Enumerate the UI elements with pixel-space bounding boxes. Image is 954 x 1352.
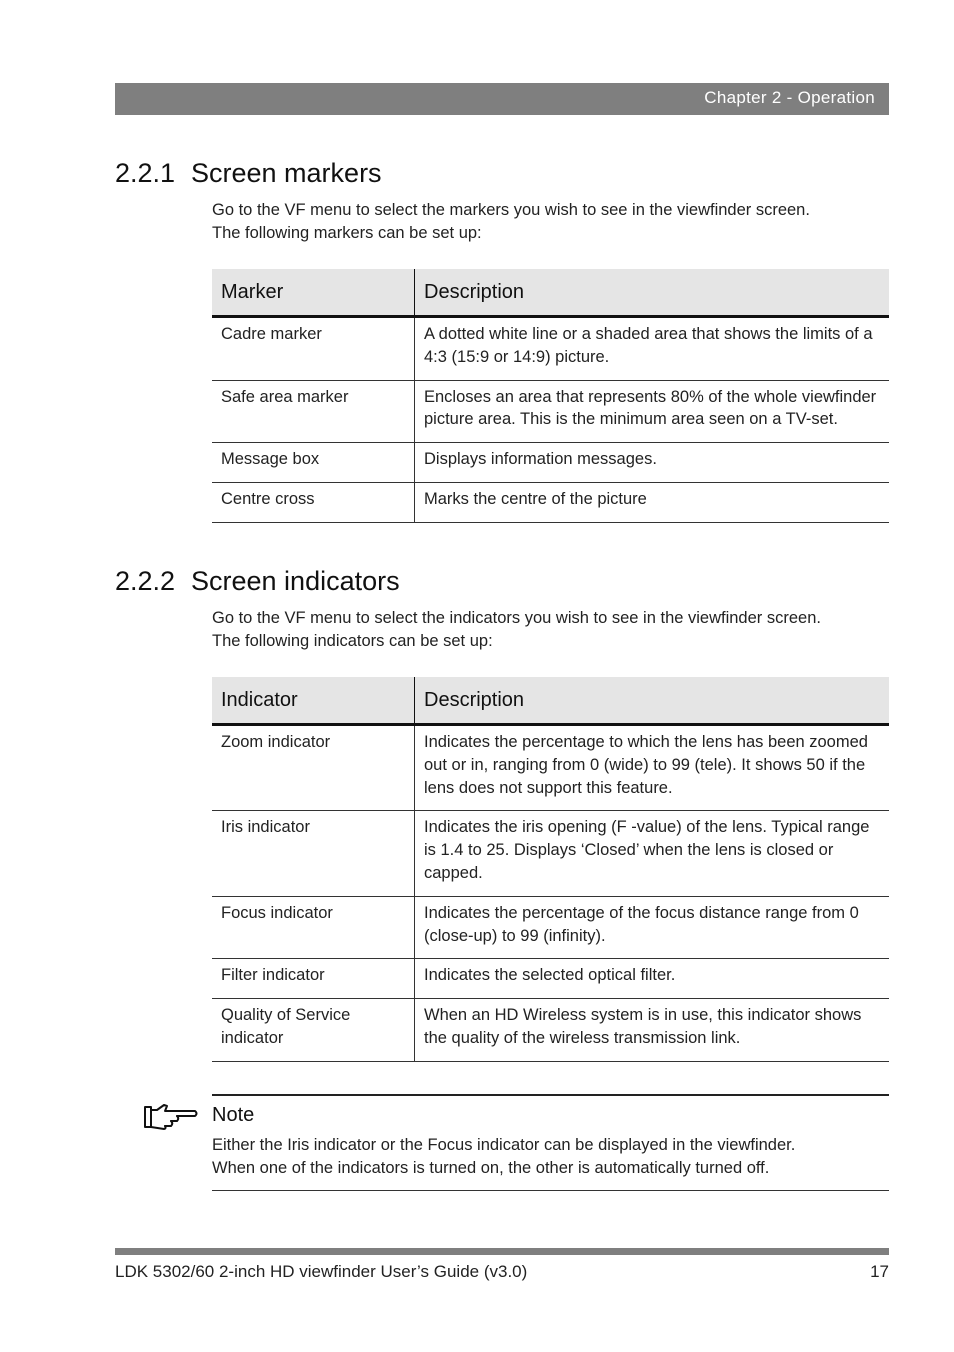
table-cell-description: Encloses an area that represents 80% of the whole viewfinder picture area. This is the minimum area seen on a TV-set. bbox=[415, 380, 890, 443]
section-heading-screen-markers bbox=[115, 158, 382, 189]
table-row bbox=[212, 959, 889, 999]
note-line: When one of the indicators is turned on, the other is automatically turned off. bbox=[212, 1159, 770, 1177]
column-header: Marker bbox=[212, 269, 415, 317]
column-header: Description bbox=[415, 269, 890, 317]
note-bottom-rule bbox=[212, 1190, 889, 1191]
table-cell-description: Indicates the selected optical filter. bbox=[415, 959, 890, 999]
table-row bbox=[212, 811, 889, 896]
table-row bbox=[212, 896, 889, 959]
table-cell-description: Indicates the iris opening (F -value) of the lens. Typical range is 1.4 to 25. Displays ‘Closed’ when the lens is closed or capped. bbox=[415, 811, 890, 896]
table-cell-description: Indicates the percentage of the focus distance range from 0 (close-up) to 99 (infinity). bbox=[415, 896, 890, 959]
table-row bbox=[212, 443, 889, 483]
section-title: Screen indicators bbox=[191, 566, 400, 596]
note-top-rule bbox=[212, 1094, 889, 1096]
section-number: 2.2.1 bbox=[115, 158, 176, 188]
table-row bbox=[212, 317, 889, 381]
footer-bar bbox=[115, 1248, 889, 1255]
markers-table bbox=[212, 269, 889, 523]
section-title: Screen markers bbox=[191, 158, 382, 188]
section-number: 2.2.2 bbox=[115, 566, 176, 596]
page-number: 17 bbox=[870, 1262, 889, 1281]
footer-document-title: LDK 5302/60 2-inch HD viewfinder User’s Guide (v3.0) bbox=[115, 1262, 528, 1281]
intro-line: The following markers can be set up: bbox=[212, 224, 482, 242]
table-cell-name: Quality of Service indicator bbox=[212, 999, 415, 1062]
table-cell-description: Indicates the percentage to which the lens has been zoomed out or in, ranging from 0 (wide) to 99 (tele). It shows 50 if the lens does not support this feature. bbox=[415, 725, 890, 811]
table-cell-name: Zoom indicator bbox=[212, 725, 415, 811]
intro-line: The following indicators can be set up: bbox=[212, 632, 493, 650]
table-cell-name: Message box bbox=[212, 443, 415, 483]
section-heading-screen-indicators bbox=[115, 566, 400, 597]
table-cell-name: Filter indicator bbox=[212, 959, 415, 999]
table-cell-description: A dotted white line or a shaded area that shows the limits of a 4:3 (15:9 or 14:9) picture. bbox=[415, 317, 890, 381]
table-header-row bbox=[212, 269, 889, 317]
table-row bbox=[212, 999, 889, 1062]
column-header: Description bbox=[415, 677, 890, 725]
indicators-table bbox=[212, 677, 889, 1062]
chapter-header-bar bbox=[115, 83, 889, 115]
table-row bbox=[212, 725, 889, 811]
table-cell-description: When an HD Wireless system is in use, this indicator shows the quality of the wireless transmission link. bbox=[415, 999, 890, 1062]
pointing-hand-icon bbox=[143, 1102, 199, 1130]
table-cell-name: Iris indicator bbox=[212, 811, 415, 896]
note-body bbox=[212, 1134, 902, 1180]
table-cell-description: Displays information messages. bbox=[415, 443, 890, 483]
intro-line: Go to the VF menu to select the markers you wish to see in the viewfinder screen. bbox=[212, 201, 810, 219]
table-row bbox=[212, 380, 889, 443]
note-line: Either the Iris indicator or the Focus indicator can be displayed in the viewfinder. bbox=[212, 1136, 796, 1154]
section-intro bbox=[212, 199, 902, 245]
chapter-title: Chapter 2 - Operation bbox=[704, 88, 875, 107]
table-cell-name: Focus indicator bbox=[212, 896, 415, 959]
table-cell-name: Centre cross bbox=[212, 482, 415, 522]
table-row bbox=[212, 482, 889, 522]
table-cell-description: Marks the centre of the picture bbox=[415, 482, 890, 522]
section-intro bbox=[212, 607, 902, 653]
table-cell-name: Cadre marker bbox=[212, 317, 415, 381]
intro-line: Go to the VF menu to select the indicators you wish to see in the viewfinder screen. bbox=[212, 609, 821, 627]
table-cell-name: Safe area marker bbox=[212, 380, 415, 443]
note-title: Note bbox=[212, 1104, 255, 1126]
column-header: Indicator bbox=[212, 677, 415, 725]
table-header-row bbox=[212, 677, 889, 725]
